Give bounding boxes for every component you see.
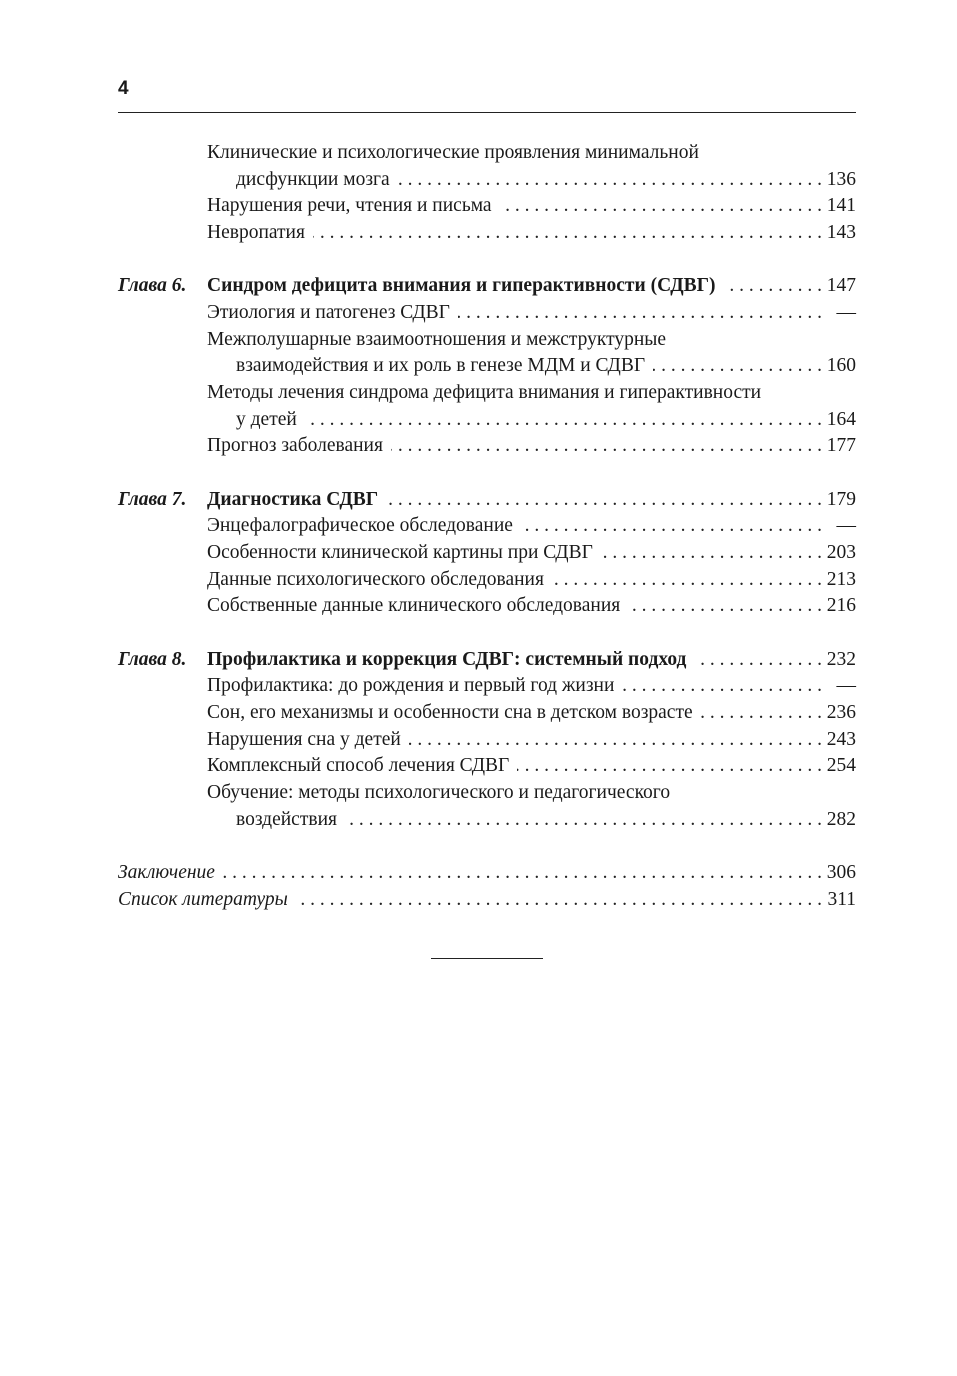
toc-entry-text: Данные психологического обследования (207, 568, 544, 590)
dot-leader (223, 860, 822, 887)
dot-leader (552, 567, 822, 594)
toc-entry-text: у детей (236, 408, 297, 430)
toc-entry[interactable] (118, 167, 856, 194)
toc-entry-text: Нарушения сна у детей (207, 728, 401, 750)
page-number: 4 (118, 78, 129, 99)
toc-entry[interactable] (118, 353, 856, 380)
chapter-label: Глава 8. (118, 648, 187, 670)
toc-entry-text: Нарушения речи, чтения и письма (207, 195, 492, 217)
toc-entry-text: Заключение (118, 861, 215, 883)
toc-page-number: 177 (826, 435, 856, 457)
dot-leader (694, 647, 822, 674)
toc-entry-text: Профилактика: до рождения и первый год жизни (207, 675, 615, 697)
dot-leader (313, 220, 822, 247)
toc-page-number: 164 (826, 408, 856, 430)
toc-entry-text: Комплексный способ лечения СДВГ (207, 755, 510, 777)
header-rule (118, 112, 856, 113)
toc-entry-text: Этиология и патогенез СДВГ (207, 301, 450, 323)
toc-entry-line (118, 380, 856, 407)
dot-leader (391, 433, 822, 460)
toc-entry[interactable] (118, 407, 856, 434)
toc-entry-text: дисфункции мозга (236, 168, 390, 190)
toc-references[interactable] (118, 887, 856, 914)
toc-page-number: 213 (826, 568, 856, 590)
dot-leader (601, 540, 822, 567)
toc-page-number: 147 (826, 275, 856, 297)
dot-leader (521, 513, 822, 540)
toc-entry[interactable] (118, 433, 856, 460)
chapter-label: Глава 6. (118, 275, 187, 297)
toc-page-number: 136 (826, 168, 856, 190)
toc-entry-text: Обучение: методы психологического и педагогического (207, 781, 671, 803)
dot-leader (398, 167, 822, 194)
toc-page-number: — (836, 515, 856, 537)
toc-chapter-7[interactable] (118, 487, 856, 514)
chapter-title: Синдром дефицита внимания и гиперактивности (СДВГ) (207, 275, 716, 297)
dot-leader (500, 193, 822, 220)
end-rule (431, 958, 543, 959)
toc-entry-text: Собственные данные клинического обследования (207, 595, 621, 617)
toc-entry-line (118, 140, 856, 167)
dot-leader (345, 807, 822, 834)
toc-page-number: 179 (826, 488, 856, 510)
toc-entry[interactable] (118, 593, 856, 620)
toc-entry-text: Сон, его механизмы и особенности сна в детском возрасте (207, 701, 693, 723)
toc-page-number: 232 (826, 648, 856, 670)
toc-entry[interactable] (118, 193, 856, 220)
toc-entry[interactable] (118, 807, 856, 834)
toc-page-number: 203 (826, 541, 856, 563)
dot-leader (628, 593, 822, 620)
toc-entry-text: Особенности клинической картины при СДВГ (207, 541, 593, 563)
toc-page-number: 311 (827, 888, 856, 910)
toc-entry-text: Список литературы (118, 888, 288, 910)
toc-page-number: 243 (826, 728, 856, 750)
toc-entry-text: Клинические и психологические проявления минимальной (207, 142, 699, 163)
toc-entry[interactable] (118, 673, 856, 700)
toc-entry[interactable] (118, 753, 856, 780)
toc-entry-text: взаимодействия и их роль в генезе МДМ и СДВГ (236, 355, 646, 377)
dot-leader (724, 273, 822, 300)
toc-page-number: 141 (826, 195, 856, 217)
table-of-contents (118, 140, 856, 913)
toc-entry-text: Энцефалографическое обследование (207, 515, 513, 537)
dot-leader (305, 407, 822, 434)
toc-entry[interactable] (118, 567, 856, 594)
chapter-title: Профилактика и коррекция СДВГ: системный подход (207, 648, 687, 670)
dot-leader (653, 353, 822, 380)
toc-entry-text: Прогноз заболевания (207, 435, 383, 457)
toc-entry-text: Невропатия (207, 222, 305, 244)
dot-leader (409, 727, 822, 754)
dot-leader (458, 300, 822, 327)
chapter-label: Глава 7. (118, 488, 187, 510)
dot-leader (622, 673, 822, 700)
dot-leader (386, 487, 822, 514)
toc-entry[interactable] (118, 220, 856, 247)
toc-entry[interactable] (118, 540, 856, 567)
toc-page-number: — (836, 301, 856, 323)
toc-entry-text: Методы лечения синдрома дефицита внимания и гиперактивности (207, 382, 762, 403)
toc-page-number: 143 (826, 222, 856, 244)
toc-entry[interactable] (118, 727, 856, 754)
toc-conclusion[interactable] (118, 860, 856, 887)
toc-page-number: — (836, 675, 856, 697)
toc-page-number: 306 (826, 861, 856, 883)
dot-leader (701, 700, 822, 727)
toc-chapter-8[interactable] (118, 647, 856, 674)
toc-page-number: 216 (826, 595, 856, 617)
dot-leader (296, 887, 822, 914)
toc-page-number: 254 (826, 755, 856, 777)
toc-chapter-6[interactable] (118, 273, 856, 300)
chapter-title: Диагностика СДВГ (207, 488, 379, 510)
toc-entry[interactable] (118, 513, 856, 540)
toc-entry[interactable] (118, 300, 856, 327)
toc-entry-text: Межполушарные взаимоотношения и межструктурные (207, 328, 667, 350)
toc-entry-line (118, 780, 856, 807)
toc-entry-text: воздействия (236, 808, 337, 830)
toc-page-number: 160 (826, 355, 856, 377)
dot-leader (517, 753, 822, 780)
toc-entry[interactable] (118, 700, 856, 727)
toc-page-number: 236 (826, 701, 856, 723)
toc-entry-line (118, 327, 856, 354)
toc-page-number: 282 (826, 808, 856, 830)
